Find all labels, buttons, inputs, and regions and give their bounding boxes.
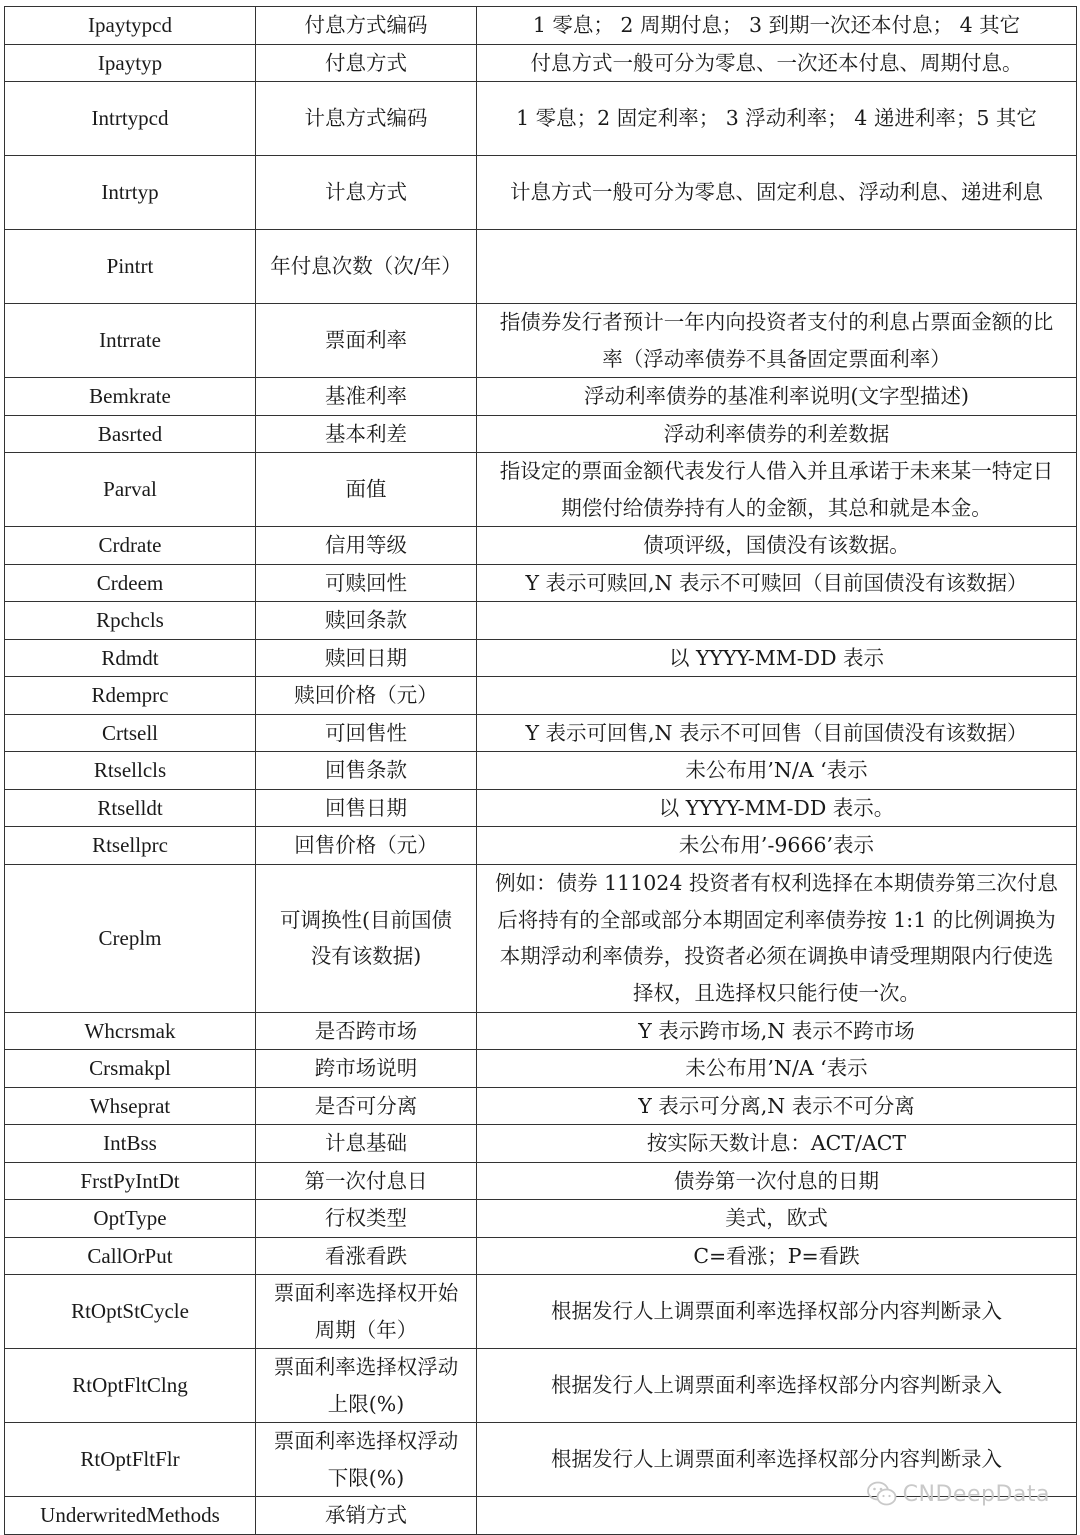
table-row [5, 453, 1077, 527]
table-row [5, 1125, 1077, 1163]
field-name: 可赎回性 [256, 564, 477, 602]
field-description: 按实际天数计息：ACT/ACT [477, 1125, 1077, 1163]
table-row [5, 415, 1077, 453]
field-code: CallOrPut [5, 1237, 256, 1275]
field-code: Ipaytyp [5, 44, 256, 82]
table-row [5, 1423, 1077, 1497]
table-row [5, 789, 1077, 827]
field-name: 是否跨市场 [256, 1012, 477, 1050]
field-description: C=看涨；P=看跌 [477, 1237, 1077, 1275]
field-code: OptType [5, 1200, 256, 1238]
field-description [477, 1497, 1077, 1535]
field-description: 根据发行人上调票面利率选择权部分内容判断录入 [477, 1423, 1077, 1497]
field-description: 1 零息； 2 周期付息； 3 到期一次还本付息； 4 其它 [477, 7, 1077, 45]
field-code: Whcrsmak [5, 1012, 256, 1050]
field-code: Intrrate [5, 304, 256, 378]
table-row [5, 677, 1077, 715]
table-row [5, 304, 1077, 378]
field-name: 票面利率 [256, 304, 477, 378]
field-code: Crsmakpl [5, 1050, 256, 1088]
field-name: 面值 [256, 453, 477, 527]
field-code: Crdrate [5, 527, 256, 565]
field-description [477, 677, 1077, 715]
field-code: Crtsell [5, 714, 256, 752]
table-row [5, 1200, 1077, 1238]
field-description: 付息方式一般可分为零息、一次还本付息、周期付息。 [477, 44, 1077, 82]
field-code: RtOptFltClng [5, 1349, 256, 1423]
field-name: 赎回价格（元） [256, 677, 477, 715]
field-name: 基准利率 [256, 378, 477, 416]
field-name: 是否可分离 [256, 1087, 477, 1125]
table-row [5, 1349, 1077, 1423]
field-description: Y 表示可分离,N 表示不可分离 [477, 1087, 1077, 1125]
field-description: 1 零息；2 固定利率； 3 浮动利率； 4 递进利率；5 其它 [477, 82, 1077, 156]
field-name: 看涨看跌 [256, 1237, 477, 1275]
field-code: Rtsellprc [5, 827, 256, 865]
field-description: Y 表示可回售,N 表示不可回售（目前国债没有该数据） [477, 714, 1077, 752]
field-description: 指设定的票面金额代表发行人借入并且承诺于未来某一特定日期偿付给债券持有人的金额，其总和就是本金。 [477, 453, 1077, 527]
table-body [5, 7, 1077, 1535]
field-name: 计息基础 [256, 1125, 477, 1163]
field-description: 以 YYYY-MM-DD 表示。 [477, 789, 1077, 827]
table-row [5, 1275, 1077, 1349]
field-description: 未公布用’N/A ‘表示 [477, 752, 1077, 790]
field-name: 票面利率选择权开始周期（年） [256, 1275, 477, 1349]
table-row [5, 44, 1077, 82]
field-code: Parval [5, 453, 256, 527]
field-name: 计息方式编码 [256, 82, 477, 156]
field-name: 回售日期 [256, 789, 477, 827]
field-code: Crdeem [5, 564, 256, 602]
field-name: 年付息次数（次/年） [256, 230, 477, 304]
field-description: 美式，欧式 [477, 1200, 1077, 1238]
field-code: Basrted [5, 415, 256, 453]
field-description [477, 230, 1077, 304]
field-code: Bemkrate [5, 378, 256, 416]
field-description: 浮动利率债券的基准利率说明(文字型描述) [477, 378, 1077, 416]
field-name: 基本利差 [256, 415, 477, 453]
field-code: Rtselldt [5, 789, 256, 827]
table-row [5, 602, 1077, 640]
watermark-text: CNDeepData [902, 1481, 1050, 1507]
field-description: 未公布用’N/A ‘表示 [477, 1050, 1077, 1088]
field-name: 第一次付息日 [256, 1162, 477, 1200]
table-row [5, 82, 1077, 156]
field-description: 例如：债券 111024 投资者有权利选择在本期债券第三次付息后将持有的全部或部分本期固定利率债券按 1:1 的比例调换为本期浮动利率债券，投资者必须在调换申请受理期限内行使选择权，且选择权只能行使一次。 [477, 864, 1077, 1012]
field-code: UnderwritedMethods [5, 1497, 256, 1535]
field-name: 行权类型 [256, 1200, 477, 1238]
table-row [5, 1012, 1077, 1050]
field-name: 承销方式 [256, 1497, 477, 1535]
table-row [5, 378, 1077, 416]
field-name: 可调换性(目前国债没有该数据) [256, 864, 477, 1012]
table-row [5, 1497, 1077, 1535]
field-code: Rpchcls [5, 602, 256, 640]
field-name: 赎回条款 [256, 602, 477, 640]
table-row [5, 527, 1077, 565]
field-code: Rtsellcls [5, 752, 256, 790]
field-code: IntBss [5, 1125, 256, 1163]
field-name: 票面利率选择权浮动下限(%) [256, 1423, 477, 1497]
field-description: Y 表示可赎回,N 表示不可赎回（目前国债没有该数据） [477, 564, 1077, 602]
field-description: 浮动利率债券的利差数据 [477, 415, 1077, 453]
table-row [5, 1087, 1077, 1125]
field-code: FrstPyIntDt [5, 1162, 256, 1200]
table-row [5, 156, 1077, 230]
field-code: Rdmdt [5, 639, 256, 677]
field-name: 回售价格（元） [256, 827, 477, 865]
field-description: 根据发行人上调票面利率选择权部分内容判断录入 [477, 1275, 1077, 1349]
table-row [5, 827, 1077, 865]
field-code: RtOptStCycle [5, 1275, 256, 1349]
field-description: 计息方式一般可分为零息、固定利息、浮动利息、递进利息 [477, 156, 1077, 230]
table-row [5, 1050, 1077, 1088]
field-description: 债项评级，国债没有该数据。 [477, 527, 1077, 565]
field-description: 未公布用’-9666’表示 [477, 827, 1077, 865]
field-description [477, 602, 1077, 640]
field-description: 债券第一次付息的日期 [477, 1162, 1077, 1200]
table-row [5, 564, 1077, 602]
field-description: Y 表示跨市场,N 表示不跨市场 [477, 1012, 1077, 1050]
field-name: 回售条款 [256, 752, 477, 790]
table-row [5, 230, 1077, 304]
field-code: Whseprat [5, 1087, 256, 1125]
field-name: 信用等级 [256, 527, 477, 565]
field-name: 票面利率选择权浮动上限(%) [256, 1349, 477, 1423]
field-description: 根据发行人上调票面利率选择权部分内容判断录入 [477, 1349, 1077, 1423]
field-name: 付息方式编码 [256, 7, 477, 45]
table-row [5, 864, 1077, 1012]
field-code: RtOptFltFlr [5, 1423, 256, 1497]
field-code: Intrtypcd [5, 82, 256, 156]
field-description: 指债券发行者预计一年内向投资者支付的利息占票面金额的比率（浮动率债券不具备固定票面利率） [477, 304, 1077, 378]
field-code: Ipaytypcd [5, 7, 256, 45]
field-code: Creplm [5, 864, 256, 1012]
field-code: Pintrt [5, 230, 256, 304]
field-name: 跨市场说明 [256, 1050, 477, 1088]
field-definition-table [4, 6, 1077, 1535]
table-row [5, 714, 1077, 752]
field-code: Intrtyp [5, 156, 256, 230]
table-row [5, 1237, 1077, 1275]
field-name: 赎回日期 [256, 639, 477, 677]
table-row [5, 7, 1077, 45]
field-name: 付息方式 [256, 44, 477, 82]
field-description: 以 YYYY-MM-DD 表示 [477, 639, 1077, 677]
field-name: 可回售性 [256, 714, 477, 752]
field-code: Rdemprc [5, 677, 256, 715]
table-row [5, 639, 1077, 677]
field-name: 计息方式 [256, 156, 477, 230]
table-row [5, 752, 1077, 790]
table-row [5, 1162, 1077, 1200]
